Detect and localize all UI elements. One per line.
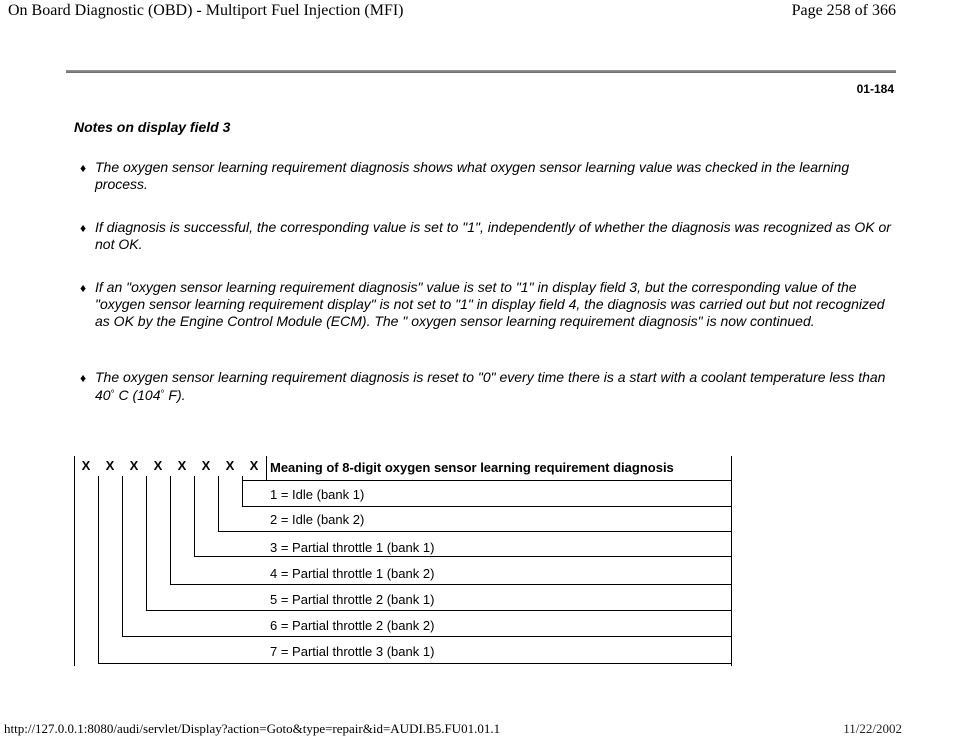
digit-header: X [201, 458, 211, 473]
digit-leader-line [218, 476, 219, 531]
diamond-bullet-icon: ♦ [80, 281, 87, 295]
table-border [731, 456, 732, 666]
row-divider [122, 636, 732, 637]
note-text: The oxygen sensor learning requirement diagnosis shows what oxygen sensor learning value was checked in the learning process. [95, 159, 850, 192]
table-row: 7 = Partial throttle 3 (bank 1) [270, 644, 435, 659]
table-row: 4 = Partial throttle 1 (bank 2) [270, 566, 435, 581]
digit-header: X [81, 458, 91, 473]
digit-leader-line [170, 476, 171, 584]
digit-header: X [225, 458, 235, 473]
note-item [80, 369, 895, 404]
note-item [80, 279, 895, 330]
digit-leader-line [98, 476, 99, 663]
diagnosis-table [74, 456, 732, 666]
diamond-bullet-icon: ♦ [80, 221, 87, 235]
digit-leader-line [194, 476, 195, 556]
diamond-bullet-icon: ♦ [80, 161, 87, 175]
table-row: 6 = Partial throttle 2 (bank 2) [270, 618, 435, 633]
section-heading: Notes on display field 3 [74, 119, 231, 135]
digit-header: X [129, 458, 139, 473]
page-indicator: Page 258 of 366 [791, 2, 896, 19]
digit-header: X [177, 458, 187, 473]
table-header: Meaning of 8-digit oxygen sensor learning requirement diagnosis [270, 460, 674, 475]
digit-leader-line [146, 476, 147, 610]
row-divider [218, 531, 732, 532]
row-divider [170, 584, 732, 585]
row-divider [98, 663, 732, 664]
digit-header: X [249, 458, 259, 473]
row-divider [194, 556, 732, 557]
row-divider [242, 480, 732, 481]
page-header [0, 0, 960, 22]
note-item [80, 219, 895, 253]
note-text: If an "oxygen sensor learning requirement diagnosis" value is set to "1" in display field 3, but the corresponding value of the "oxygen sensor learning requirement display" is not set to "1" in display field 4, the diagnosis was carried out but not recognized as OK by the Engine Control Module (ECM). The " oxygen sensor learning requirement diagnosis" is now continued. [95, 279, 885, 329]
table-row: 1 = Idle (bank 1) [270, 487, 365, 502]
row-divider [146, 610, 732, 611]
table-border [74, 456, 75, 666]
note-text: The oxygen sensor learning requirement diagnosis is reset to "0" every time there is a start with a coolant temperature less than 40° C (104° F). [95, 369, 886, 403]
document-title: On Board Diagnostic (OBD) - Multiport Fuel Injection (MFI) [8, 2, 404, 19]
table-row: 2 = Idle (bank 2) [270, 512, 365, 527]
note-text: If diagnosis is successful, the corresponding value is set to "1", independently of whether the diagnosis was recognized as OK or not OK. [95, 219, 891, 252]
page-code: 01-184 [856, 82, 894, 96]
row-divider [242, 506, 732, 507]
footer-url: http://127.0.0.1:8080/audi/servlet/Display?action=Goto&type=repair&id=AUDI.B5.FU01.01.1 [4, 721, 501, 736]
footer-date: 11/22/2002 [843, 721, 902, 736]
digit-header: X [105, 458, 115, 473]
digit-leader-line [122, 476, 123, 636]
header-rule [66, 70, 896, 73]
note-item [80, 159, 895, 193]
table-row: 5 = Partial throttle 2 (bank 1) [270, 592, 435, 607]
header-divider [266, 456, 267, 480]
table-row: 3 = Partial throttle 1 (bank 1) [270, 540, 435, 555]
diamond-bullet-icon: ♦ [80, 371, 87, 385]
digit-header: X [153, 458, 163, 473]
